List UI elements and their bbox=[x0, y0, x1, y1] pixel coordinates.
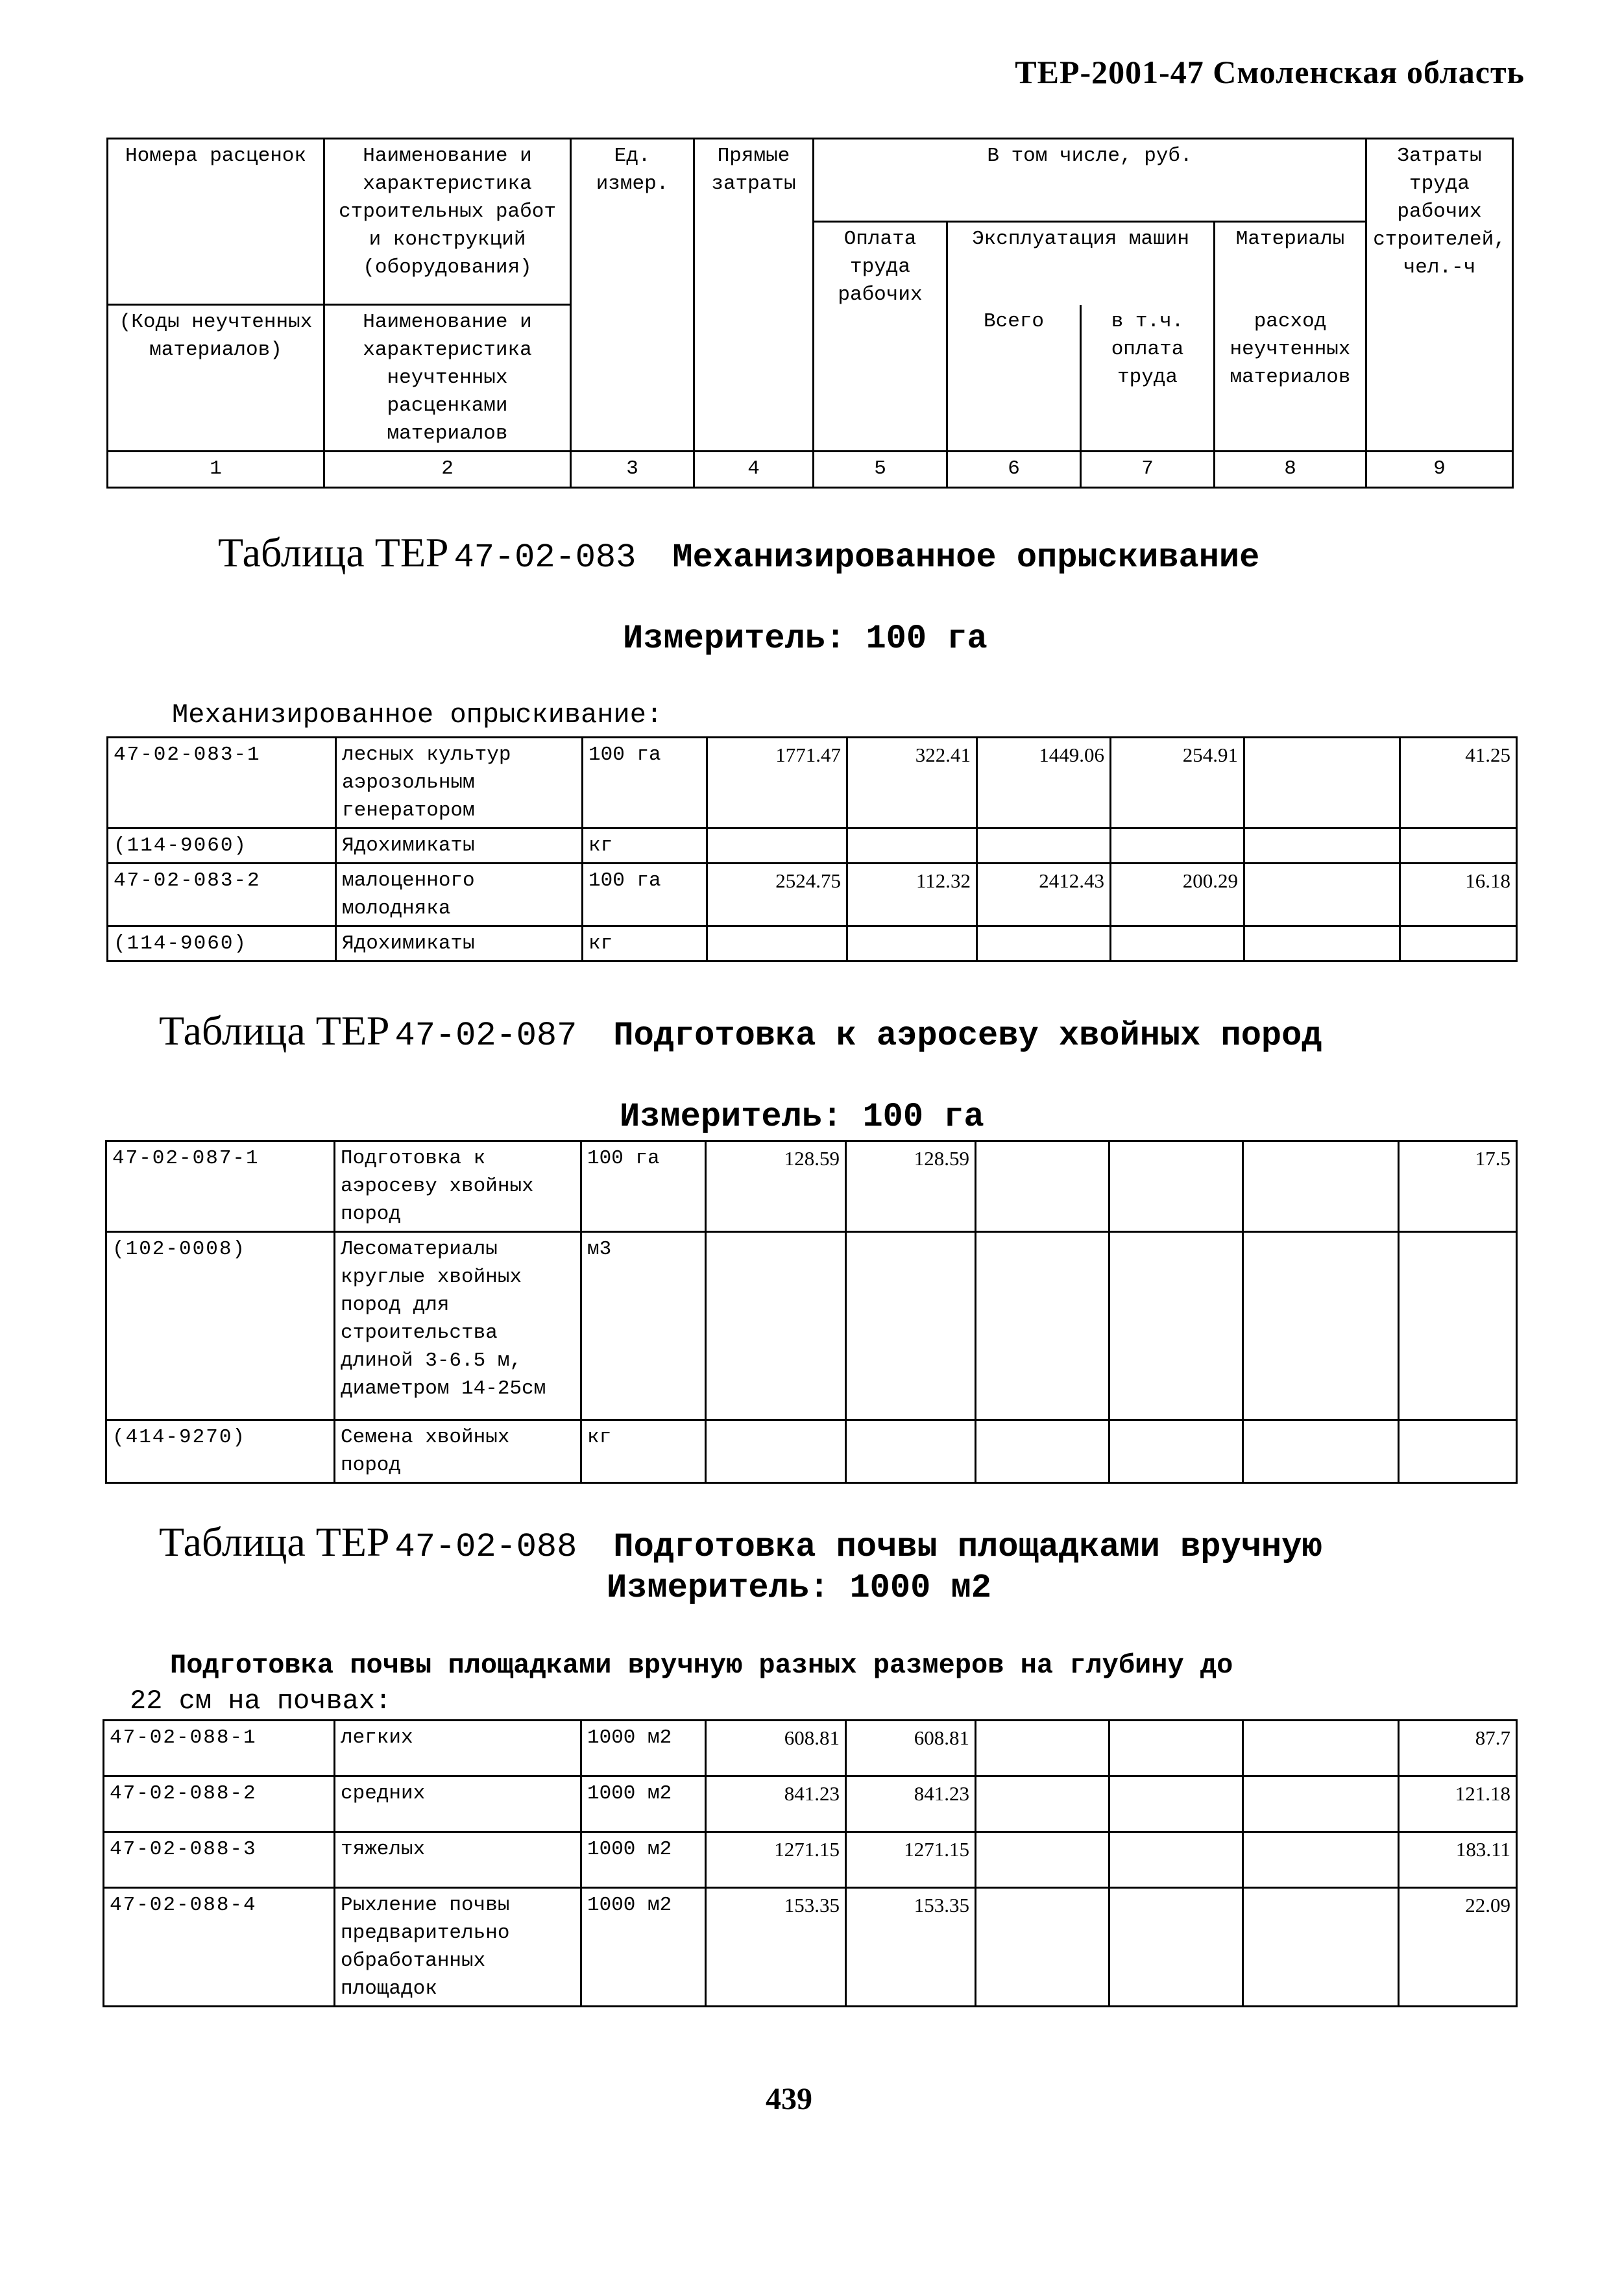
cell-direct-costs: 1771.47 bbox=[707, 738, 847, 828]
page-header-title: ТЕР-2001-47 Смоленская область bbox=[1015, 54, 1525, 90]
cell-work-name: малоценного молодняка bbox=[336, 864, 583, 926]
header-materials: Материалы bbox=[1215, 222, 1366, 305]
table-code: 47-02-083 bbox=[454, 538, 636, 577]
table-087-measure: Измеритель: 100 га bbox=[620, 1098, 984, 1136]
table-088-title bbox=[159, 1518, 1322, 1566]
cell-rate-code: (102-0008) bbox=[106, 1232, 335, 1420]
cell-machine-labor bbox=[1109, 1420, 1243, 1483]
cell-labor-hours bbox=[1400, 926, 1517, 961]
cell-machine-total bbox=[976, 1888, 1109, 2007]
table-row bbox=[108, 926, 1517, 961]
header-including-rub: В том числе, руб. bbox=[814, 139, 1366, 222]
header-col-number: 8 bbox=[1215, 452, 1366, 488]
cell-machine-total bbox=[976, 1721, 1109, 1776]
table-083-measure: Измеритель: 100 га bbox=[623, 620, 988, 658]
cell-labor-hours: 22.09 bbox=[1399, 1888, 1517, 2007]
cell-unit: кг bbox=[581, 1420, 706, 1483]
cell-direct-costs: 1271.15 bbox=[706, 1832, 846, 1888]
cell-rate-code: 47-02-083-1 bbox=[108, 738, 336, 828]
cell-machine-total bbox=[976, 1776, 1109, 1832]
header-machine-labor: в т.ч. оплата труда bbox=[1081, 305, 1215, 452]
table-name: Подготовка почвы площадками вручную bbox=[613, 1528, 1322, 1566]
table-row bbox=[106, 1420, 1517, 1483]
cell-direct-costs bbox=[707, 828, 847, 864]
table-087-title bbox=[159, 1007, 1322, 1055]
cell-materials bbox=[1244, 864, 1400, 926]
cell-rate-code: 47-02-088-4 bbox=[104, 1888, 335, 2007]
cell-machine-labor bbox=[1111, 926, 1244, 961]
cell-materials bbox=[1244, 828, 1400, 864]
header-col-number: 4 bbox=[694, 452, 814, 488]
cell-work-name: средних bbox=[335, 1776, 581, 1832]
header-machine-total: Всего bbox=[947, 305, 1081, 452]
cell-machine-labor bbox=[1109, 1888, 1243, 2007]
header-unit: Ед. измер. bbox=[571, 139, 694, 452]
cell-rate-code: (414-9270) bbox=[106, 1420, 335, 1483]
cell-rate-code: (114-9060) bbox=[108, 926, 336, 961]
cell-materials bbox=[1243, 1832, 1399, 1888]
cell-direct-costs bbox=[707, 926, 847, 961]
header-labor-hours: Затраты труда рабочих строителей, чел.-ч bbox=[1366, 139, 1513, 452]
table-name: Подготовка к аэросеву хвойных пород bbox=[613, 1017, 1322, 1055]
header-materials-consumption: расход неучтенных материалов bbox=[1215, 305, 1366, 452]
cell-work-name: Ядохимикаты bbox=[336, 828, 583, 864]
cell-unit: 100 га bbox=[581, 1141, 706, 1232]
cell-unit: 1000 м2 bbox=[581, 1721, 706, 1776]
cell-work-name: Подготовка к аэросеву хвойных пород bbox=[335, 1141, 581, 1232]
cell-worker-pay: 841.23 bbox=[846, 1776, 976, 1832]
cell-work-name: Лесоматериалы круглые хвойных пород для строительства длиной 3-6.5 м, диаметром 14-25см bbox=[335, 1232, 581, 1420]
cell-machine-labor bbox=[1109, 1776, 1243, 1832]
cell-machine-total bbox=[976, 1832, 1109, 1888]
table-row bbox=[104, 1721, 1517, 1776]
table-088-caption-line1: Подготовка почвы площадками вручную разных размеров на глубину до bbox=[170, 1650, 1233, 1681]
cell-machine-total: 1449.06 bbox=[977, 738, 1111, 828]
cell-machine-total bbox=[977, 828, 1111, 864]
cell-materials bbox=[1243, 1232, 1399, 1420]
table-label: Таблица ТЕР bbox=[218, 529, 449, 575]
cell-direct-costs: 153.35 bbox=[706, 1888, 846, 2007]
cell-rate-code: 47-02-088-3 bbox=[104, 1832, 335, 1888]
cell-work-name: легких bbox=[335, 1721, 581, 1776]
cell-materials bbox=[1243, 1141, 1399, 1232]
table-083-title bbox=[218, 529, 1259, 577]
cell-worker-pay bbox=[846, 1232, 976, 1420]
table-row bbox=[104, 1888, 1517, 2007]
table-row bbox=[104, 1832, 1517, 1888]
cell-worker-pay: 608.81 bbox=[846, 1721, 976, 1776]
header-machine-operation: Эксплуатация машин bbox=[947, 222, 1215, 305]
cell-machine-total bbox=[976, 1420, 1109, 1483]
table-name: Механизированное опрыскивание bbox=[672, 538, 1260, 577]
table-083-caption: Механизированное опрыскивание: bbox=[172, 699, 663, 731]
cell-worker-pay: 1271.15 bbox=[846, 1832, 976, 1888]
table-row bbox=[106, 1232, 1517, 1420]
cell-worker-pay bbox=[847, 828, 977, 864]
table-row bbox=[108, 738, 1517, 828]
cell-labor-hours bbox=[1400, 828, 1517, 864]
header-col-number: 2 bbox=[324, 452, 571, 488]
table-row bbox=[106, 1141, 1517, 1232]
cell-machine-total bbox=[976, 1141, 1109, 1232]
header-worker-pay: Оплата труда рабочих bbox=[814, 222, 947, 452]
cell-rate-code: (114-9060) bbox=[108, 828, 336, 864]
cell-worker-pay: 322.41 bbox=[847, 738, 977, 828]
cell-machine-total: 2412.43 bbox=[977, 864, 1111, 926]
header-unaccounted-codes: (Коды неучтенных материалов) bbox=[108, 305, 324, 452]
table-row bbox=[108, 864, 1517, 926]
table-083-rows bbox=[106, 736, 1518, 962]
cell-materials bbox=[1243, 1420, 1399, 1483]
cell-rate-code: 47-02-088-2 bbox=[104, 1776, 335, 1832]
cell-work-name: тяжелых bbox=[335, 1832, 581, 1888]
cell-direct-costs: 608.81 bbox=[706, 1721, 846, 1776]
header-direct-costs: Прямые затраты bbox=[694, 139, 814, 452]
cell-unit: кг bbox=[583, 926, 707, 961]
cell-labor-hours: 16.18 bbox=[1400, 864, 1517, 926]
table-label: Таблица ТЕР bbox=[159, 1519, 390, 1565]
cell-direct-costs bbox=[706, 1420, 846, 1483]
cell-work-name: лесных культур аэрозольным генератором bbox=[336, 738, 583, 828]
table-label: Таблица ТЕР bbox=[159, 1008, 390, 1054]
cell-machine-labor bbox=[1109, 1832, 1243, 1888]
cell-worker-pay: 112.32 bbox=[847, 864, 977, 926]
cell-worker-pay: 128.59 bbox=[846, 1141, 976, 1232]
header-work-name: Наименование и характеристика строительных работ и конструкций (оборудования) bbox=[324, 139, 571, 305]
table-088-measure: Измеритель: 1000 м2 bbox=[607, 1569, 991, 1607]
table-row bbox=[104, 1776, 1517, 1832]
table-code: 47-02-088 bbox=[394, 1528, 577, 1566]
cell-unit: 1000 м2 bbox=[581, 1776, 706, 1832]
header-col-number: 1 bbox=[108, 452, 324, 488]
cell-direct-costs: 128.59 bbox=[706, 1141, 846, 1232]
header-col-number: 7 bbox=[1081, 452, 1215, 488]
header-col-number: 9 bbox=[1366, 452, 1513, 488]
table-code: 47-02-087 bbox=[394, 1017, 577, 1055]
cell-machine-total bbox=[976, 1232, 1109, 1420]
header-col-number: 6 bbox=[947, 452, 1081, 488]
header-col-number: 3 bbox=[571, 452, 694, 488]
table-row bbox=[108, 828, 1517, 864]
header-rate-numbers: Номера расценок bbox=[108, 139, 324, 305]
cell-rate-code: 47-02-083-2 bbox=[108, 864, 336, 926]
cell-labor-hours: 87.7 bbox=[1399, 1721, 1517, 1776]
cell-materials bbox=[1243, 1776, 1399, 1832]
cell-work-name: Ядохимикаты bbox=[336, 926, 583, 961]
cell-machine-labor: 254.91 bbox=[1111, 738, 1244, 828]
cell-labor-hours: 183.11 bbox=[1399, 1832, 1517, 1888]
cell-unit: 100 га bbox=[583, 738, 707, 828]
cell-machine-labor bbox=[1109, 1141, 1243, 1232]
cell-unit: 1000 м2 bbox=[581, 1832, 706, 1888]
column-header-table bbox=[106, 138, 1514, 489]
cell-worker-pay bbox=[847, 926, 977, 961]
cell-unit: м3 bbox=[581, 1232, 706, 1420]
cell-unit: 100 га bbox=[583, 864, 707, 926]
header-unaccounted-materials-name: Наименование и характеристика неучтенных расценками материалов bbox=[324, 305, 571, 452]
cell-labor-hours bbox=[1399, 1420, 1517, 1483]
cell-unit: кг bbox=[583, 828, 707, 864]
cell-materials bbox=[1243, 1888, 1399, 2007]
cell-machine-labor bbox=[1111, 828, 1244, 864]
cell-machine-labor bbox=[1109, 1232, 1243, 1420]
table-088-caption-line2: 22 см на почвах: bbox=[130, 1686, 392, 1717]
cell-labor-hours: 121.18 bbox=[1399, 1776, 1517, 1832]
cell-machine-total bbox=[977, 926, 1111, 961]
table-088-rows bbox=[103, 1719, 1518, 2007]
cell-materials bbox=[1244, 738, 1400, 828]
cell-worker-pay: 153.35 bbox=[846, 1888, 976, 2007]
page-number: 439 bbox=[766, 2082, 812, 2116]
cell-direct-costs: 841.23 bbox=[706, 1776, 846, 1832]
header-col-number: 5 bbox=[814, 452, 947, 488]
cell-labor-hours: 41.25 bbox=[1400, 738, 1517, 828]
cell-rate-code: 47-02-087-1 bbox=[106, 1141, 335, 1232]
table-087-rows bbox=[105, 1140, 1518, 1484]
cell-machine-labor bbox=[1109, 1721, 1243, 1776]
cell-materials bbox=[1243, 1721, 1399, 1776]
cell-direct-costs bbox=[706, 1232, 846, 1420]
cell-unit: 1000 м2 bbox=[581, 1888, 706, 2007]
cell-labor-hours bbox=[1399, 1232, 1517, 1420]
cell-rate-code: 47-02-088-1 bbox=[104, 1721, 335, 1776]
cell-direct-costs: 2524.75 bbox=[707, 864, 847, 926]
cell-materials bbox=[1244, 926, 1400, 961]
cell-work-name: Рыхление почвы предварительно обработанных площадок bbox=[335, 1888, 581, 2007]
cell-machine-labor: 200.29 bbox=[1111, 864, 1244, 926]
cell-work-name: Семена хвойных пород bbox=[335, 1420, 581, 1483]
cell-worker-pay bbox=[846, 1420, 976, 1483]
cell-labor-hours: 17.5 bbox=[1399, 1141, 1517, 1232]
